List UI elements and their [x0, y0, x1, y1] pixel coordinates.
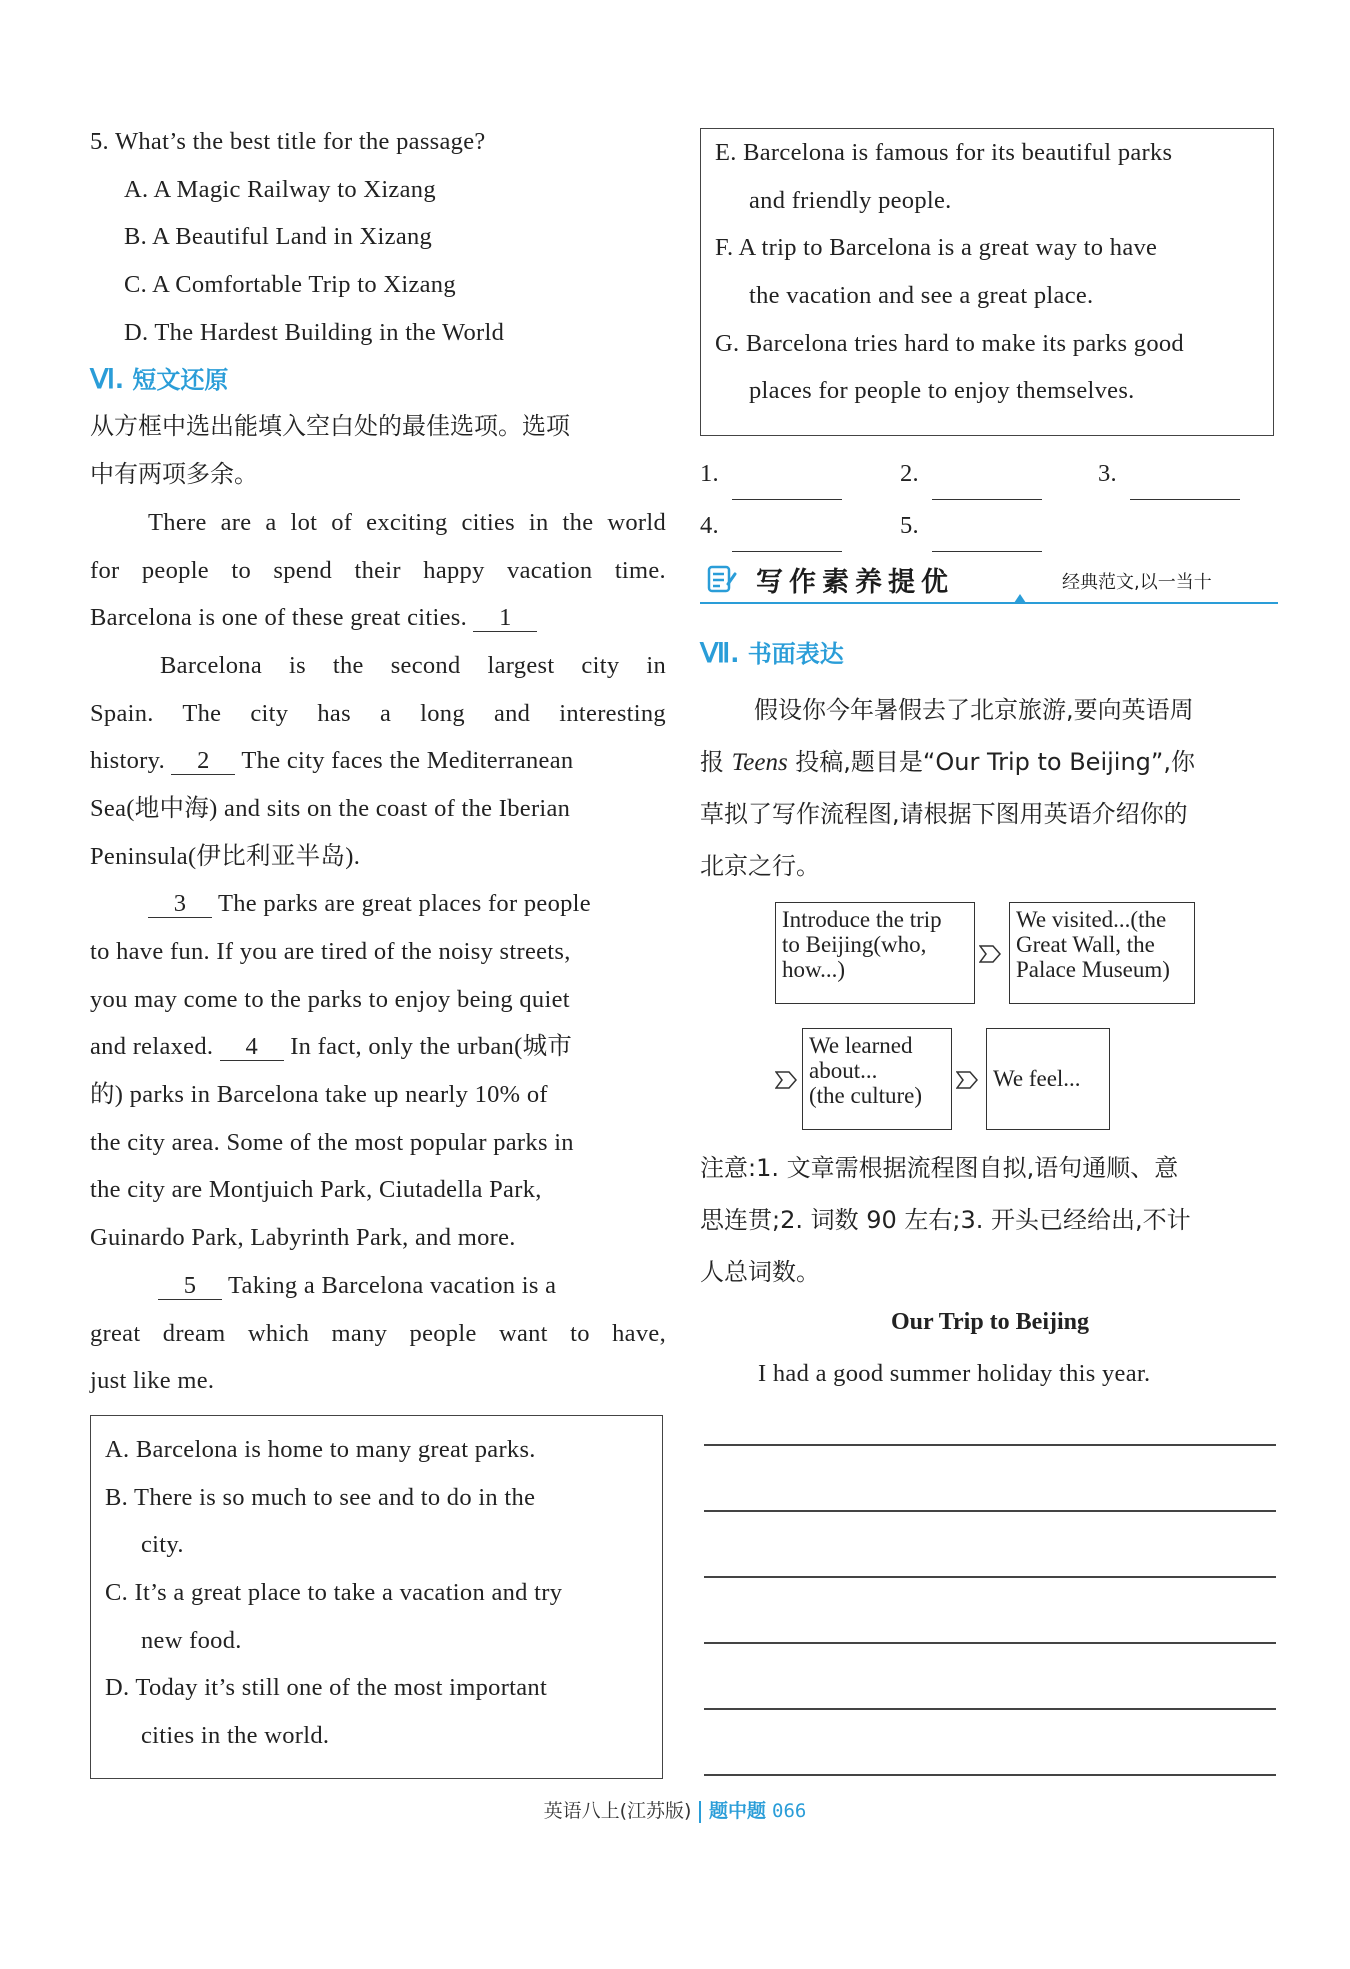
blank-3[interactable]: 3 [148, 891, 212, 918]
answer-blank-1[interactable] [732, 469, 842, 500]
flow-arrow-2 [775, 1070, 797, 1090]
q5-option-b: B. A Beautiful Land in Xizang [124, 223, 433, 251]
section-6-heading [90, 356, 666, 403]
passage-text: history. [90, 747, 165, 775]
flow-text: We feel... [993, 1066, 1081, 1091]
footer-brand: 题中题 [708, 1800, 766, 1822]
option-d: D. Today it’s still one of the most important [105, 1674, 548, 1702]
passage-line: Barcelona is the second largest city in [160, 651, 666, 679]
passage-line: for people to spend their happy vacation time. [90, 556, 666, 584]
writing-line[interactable] [704, 1576, 1276, 1578]
flow-text: We visited...(the [1016, 907, 1167, 932]
option-c: C. It’s a great place to take a vacation and try [105, 1579, 563, 1607]
option-e-cont: and friendly people. [749, 186, 952, 214]
writing-line[interactable] [704, 1510, 1276, 1512]
banner-title: 写作素养提优 [756, 567, 954, 598]
answer-row-2 [700, 500, 1280, 552]
option-b: B. There is so much to see and to do in the [105, 1483, 536, 1511]
option-f: F. A trip to Barcelona is a great way to have [715, 234, 1158, 262]
section-7-title: . 书面表达 [730, 640, 844, 668]
passage-line: the city area. Some of the most popular parks in [90, 1128, 574, 1156]
flow-box-2 [1009, 902, 1195, 1004]
option-f-cont: the vacation and see a great place. [749, 282, 1094, 310]
passage-line: Peninsula(伊比利亚半岛). [90, 842, 361, 870]
option-c-cont: new food. [141, 1626, 242, 1654]
section-7-roman: Ⅶ [700, 638, 731, 668]
flow-text: Palace Museum) [1016, 957, 1170, 982]
passage-text: In fact, only the urban(城市 [290, 1033, 573, 1061]
flow-text: about... [809, 1058, 878, 1083]
passage-line [90, 737, 666, 785]
footer-book: 英语八上(江苏版) [543, 1800, 692, 1822]
notepad-icon [706, 562, 738, 594]
passage-line [90, 880, 666, 928]
passage-text: Taking a Barcelona vacation is a [227, 1271, 557, 1299]
passage-line: you may come to the parks to enjoy being quiet [90, 985, 570, 1013]
blank-5[interactable]: 5 [158, 1273, 222, 1300]
passage-line: to have fun. If you are tired of the noisy streets, [90, 938, 571, 965]
passage-line: Sea(地中海) and sits on the coast of the Iberian [90, 794, 571, 822]
option-g: G. Barcelona tries hard to make its parks good [715, 329, 1184, 357]
section-7-notes [700, 1142, 1278, 1298]
flow-arrow-1 [979, 944, 1001, 964]
flow-text: Great Wall, the [1016, 932, 1155, 957]
q5-option-a: A. A Magic Railway to Xizang [124, 175, 436, 203]
passage-line: just like me. [90, 1367, 215, 1395]
answer-label-3: 3. [1098, 460, 1117, 487]
writing-line[interactable] [704, 1708, 1276, 1710]
passage-line: There are a lot of exciting cities in the world [148, 508, 666, 536]
footer-separator [699, 1801, 701, 1823]
writing-banner [700, 558, 1280, 602]
left-column [90, 118, 666, 1750]
passage-line [90, 594, 666, 642]
prompt-line: 假设你今年暑假去了北京旅游,要向英语周 [754, 696, 1194, 724]
writing-line[interactable] [704, 1774, 1276, 1776]
option-b-cont: city. [141, 1531, 184, 1559]
option-a: A. Barcelona is home to many great parks. [105, 1436, 536, 1463]
answer-label-2: 2. [900, 460, 919, 487]
passage-text: and relaxed. [90, 1033, 214, 1061]
passage-line: Guinardo Park, Labyrinth Park, and more. [90, 1224, 516, 1252]
banner-rule [700, 602, 1278, 604]
options-box-right [700, 128, 1274, 436]
passage-text: Barcelona is one of these great cities. [90, 604, 468, 632]
option-d-cont: cities in the world. [141, 1722, 330, 1750]
page-number: 066 [772, 1800, 807, 1822]
writing-line[interactable] [704, 1642, 1276, 1644]
prompt-text: 投稿,题目是“Our Trip to Beijing”,你 [787, 748, 1195, 776]
blank-4[interactable]: 4 [220, 1034, 284, 1061]
prompt-line: 北京之行。 [700, 852, 820, 880]
passage-line: great dream which many people want to have, [90, 1319, 666, 1347]
answer-label-5: 5. [900, 512, 919, 539]
flow-box-4 [986, 1028, 1110, 1130]
flow-box-3 [802, 1028, 952, 1130]
option-g-cont: places for people to enjoy themselves. [749, 377, 1135, 405]
q5-question: 5. What’s the best title for the passage? [90, 128, 486, 155]
answer-row-1 [700, 448, 1280, 500]
passage-line: Spain. The city has a long and interesting [90, 699, 666, 727]
prompt-line: 草拟了写作流程图,请根据下图用英语介绍你的 [700, 800, 1188, 828]
prompt-text: 报 [700, 748, 732, 776]
answer-blank-5[interactable] [932, 521, 1042, 552]
banner-subtitle: 经典范文,以一当十 [1062, 572, 1212, 593]
flow-text: Introduce the trip [782, 907, 942, 932]
passage-line [90, 1023, 666, 1071]
flow-text: We learned [809, 1033, 913, 1058]
section-6-title: . 短文还原 [114, 366, 229, 395]
prompt-italic: Teens [731, 749, 788, 776]
prompt-line [700, 736, 1274, 788]
essay-title: Our Trip to Beijing [890, 1309, 1090, 1335]
blank-1[interactable]: 1 [473, 605, 537, 632]
section-7-heading [700, 630, 844, 677]
option-e: E. Barcelona is famous for its beautiful parks [715, 139, 1173, 166]
answer-label-4: 4. [700, 512, 719, 539]
flow-text: how...) [782, 957, 846, 982]
answer-blank-3[interactable] [1130, 469, 1240, 500]
flow-box-1 [775, 902, 975, 1004]
section-6-instruction-1: 从方框中选出能填入空白处的最佳选项。选项 [90, 412, 570, 441]
q5-option-d: D. The Hardest Building in the World [124, 318, 505, 346]
section-6-roman: Ⅵ [90, 364, 115, 395]
passage-text: The parks are great places for people [217, 890, 591, 918]
flow-arrow-3 [956, 1070, 978, 1090]
passage-line: 的) parks in Barcelona take up nearly 10% of [90, 1081, 548, 1109]
note-line: 人总词数。 [700, 1258, 820, 1286]
passage-line [90, 1262, 666, 1310]
writing-line[interactable] [704, 1444, 1276, 1446]
flow-text: to Beijing(who, [782, 932, 927, 957]
flow-text: (the culture) [809, 1083, 923, 1108]
q5-option-c: C. A Comfortable Trip to Xizang [124, 271, 456, 299]
blank-2[interactable]: 2 [171, 748, 235, 775]
note-line: 注意:1. 文章需根据流程图自拟,语句通顺、意 [700, 1154, 1179, 1182]
options-box-left [90, 1415, 663, 1779]
section-7-prompt [700, 684, 1274, 892]
passage-line: the city are Montjuich Park, Ciutadella Park, [90, 1176, 542, 1204]
page-footer [0, 1796, 1350, 1823]
answer-blank-2[interactable] [932, 469, 1042, 500]
note-line: 思连贯;2. 词数 90 左右;3. 开头已经给出,不计 [700, 1206, 1191, 1234]
passage-text: The city faces the Mediterranean [241, 747, 574, 775]
essay-start: I had a good summer holiday this year. [758, 1360, 1151, 1387]
answer-blank-4[interactable] [732, 521, 842, 552]
answer-label-1: 1. [700, 460, 719, 487]
section-6-instruction-2: 中有两项多余。 [90, 460, 258, 489]
